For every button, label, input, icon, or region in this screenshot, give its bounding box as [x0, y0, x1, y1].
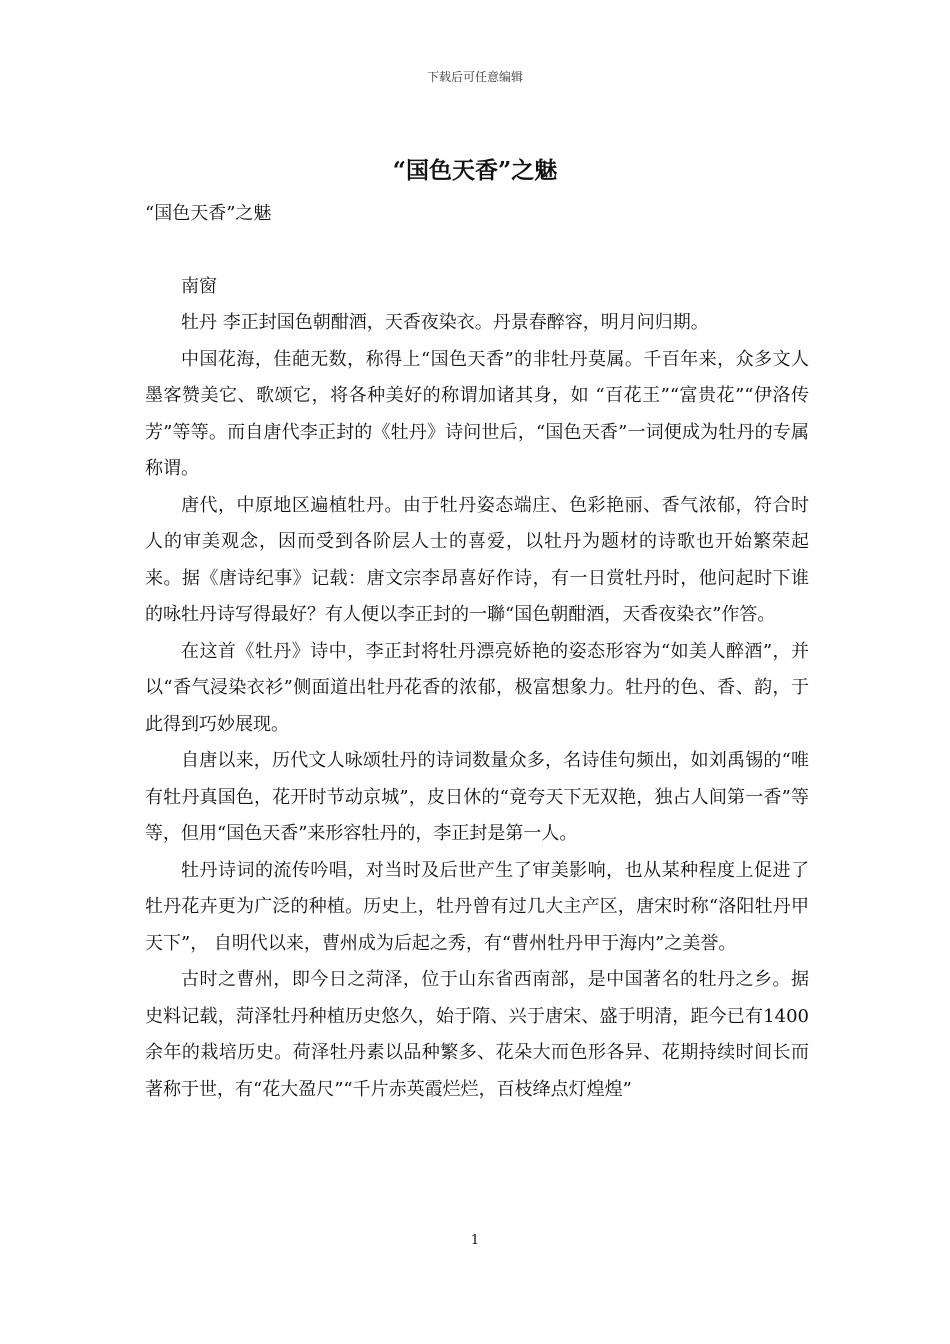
paragraph: 古时之曹州，即今日之菏泽，位于山东省西南部，是中国著名的牡丹之乡。据史料记载，菏泽牡丹种植历史悠久，始于隋、兴于唐宋、盛于明清，距今已有1400余年的栽培历史。荷泽牡丹素以品种繁多、花朵大而色形各异、花期持续时间长而著称于世，有“花大盈尺”“千片赤英霞烂烂，百枝绛点灯煌煌” [145, 969, 809, 1100]
document-body [145, 196, 809, 1108]
header-note: 下载后可任意编辑 [426, 70, 523, 84]
paragraph: 牡丹诗词的流传吟唱，对当时及后世产生了审美影响，也从某种程度上促进了牡丹花卉更为广泛的种植。历史上，牡丹曾有过几大主产区，唐宋时称“洛阳牡丹甲天下”， 自明代以来，曹州成为后起之秀，有“曹州牡丹甲于海内”之美誉。 [145, 859, 809, 954]
author-line: 南窗 [181, 275, 217, 297]
document-subtitle: “国色天香”之魅 [145, 203, 272, 224]
paragraph: 牡丹 李正封国色朝酣酒，天香夜染衣。丹景春醉容，明月问归期。 [181, 312, 709, 333]
page-number: 1 [470, 1233, 480, 1248]
paragraph: 中国花海，佳葩无数，称得上“国色天香”的非牡丹莫属。千百年来，众多文人墨客赞美它、歌颂它，将各种美好的称谓加诸其身，如 “百花王”“富贵花”“伊洛传芳”等等。而自唐代李正封的《牡丹》诗问世后，“国色天香”一词便成为牡丹的专属称谓。 [145, 348, 809, 479]
paragraph: 唐代，中原地区遍植牡丹。由于牡丹姿态端庄、色彩艳丽、香气浓郁，符合时人的审美观念，因而受到各阶层人士的喜爱，以牡丹为题材的诗歌也开始繁荣起来。据《唐诗纪事》记载：唐文宗李昂喜好作诗，有一日赏牡丹时，他问起时下谁的咏牡丹诗写得最好？有人便以李正封的一聯“国色朝酣酒，天香夜染衣”作答。 [145, 494, 809, 625]
document-title: “国色天香”之魅 [392, 157, 558, 184]
paragraph: 自唐以来，历代文人咏颂牡丹的诗词数量众多，名诗佳句频出，如刘禹锡的“唯有牡丹真国色，花开时节动京城”，皮日休的“竟夸天下无双艳，独占人间第一香”等等，但用“国色天香”来形容牡丹的，李正封是第一人。 [145, 750, 809, 844]
paragraph: 在这首《牡丹》诗中，李正封将牡丹漂亮娇艳的姿态形容为“如美人醉酒”，并以“香气浸染衣衫”侧面道出牡丹花香的浓郁，极富想象力。牡丹的色、香、韵，于此得到巧妙展现。 [145, 640, 809, 735]
